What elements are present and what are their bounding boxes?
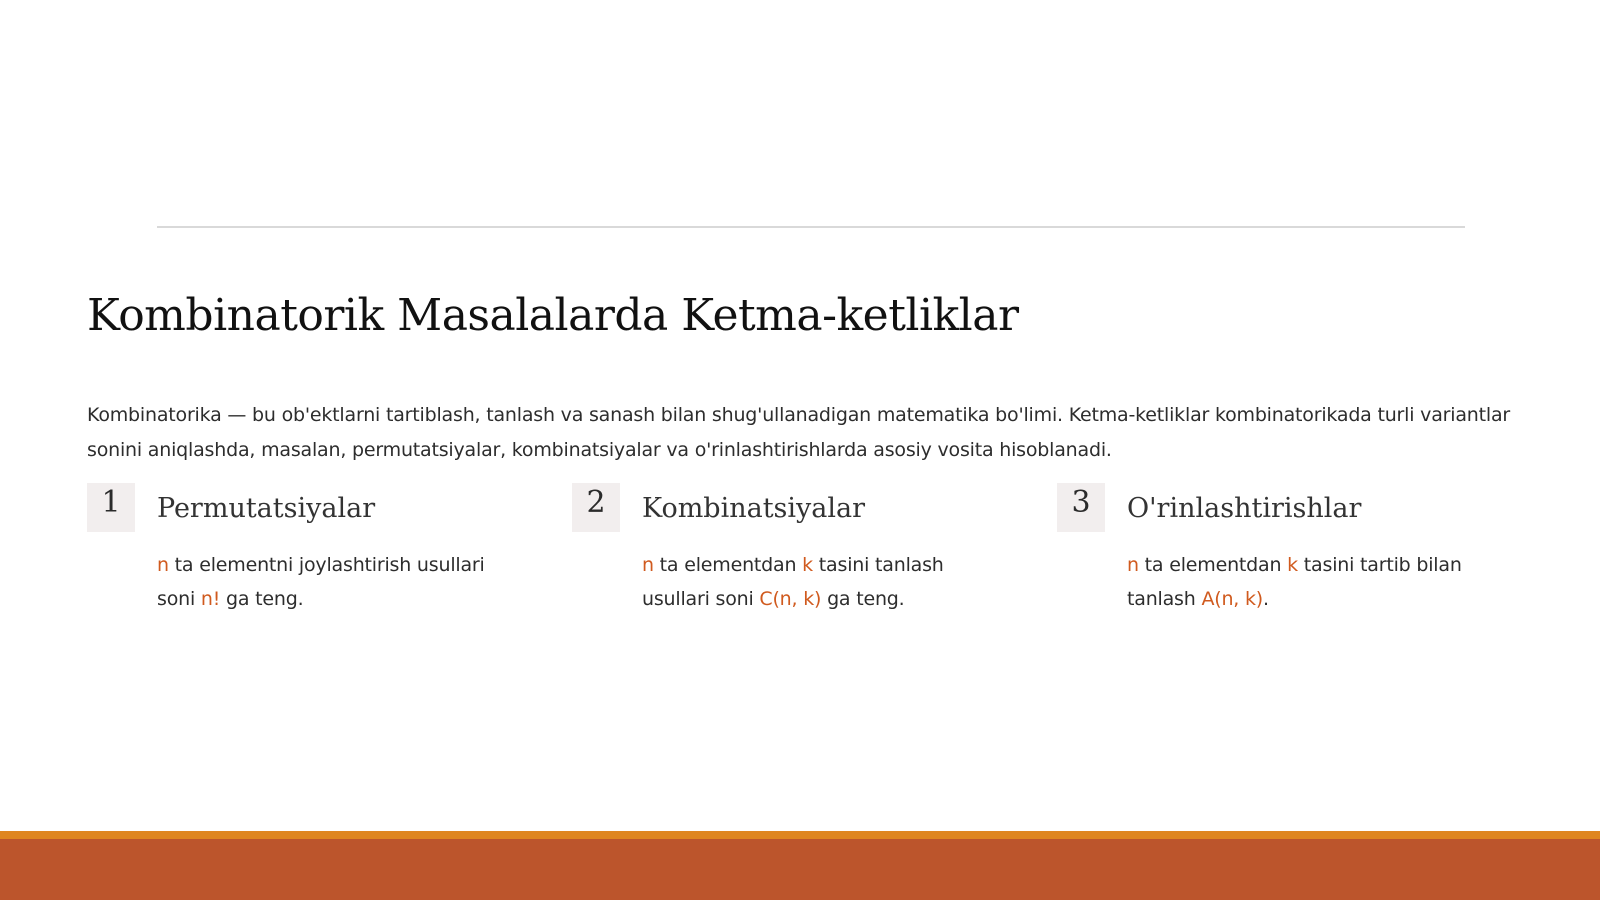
- bottom-accent-stripe: [0, 831, 1600, 839]
- top-divider: [157, 226, 1465, 228]
- card-number: 3: [1057, 483, 1105, 532]
- text-segment: ta elementni joylashtirish usullari soni: [157, 554, 485, 610]
- card-combinations: [572, 483, 1012, 623]
- card-arrangements: [1057, 483, 1497, 623]
- text-segment: ta elementdan: [1138, 554, 1288, 576]
- formula-arrangement: A(n, k): [1201, 588, 1263, 610]
- card-title: Kombinatsiyalar: [642, 493, 866, 524]
- card-title: O'rinlashtirishlar: [1127, 493, 1362, 524]
- formula-factorial: n!: [200, 588, 221, 610]
- variable-k: k: [802, 554, 813, 576]
- card-number: 2: [572, 483, 620, 532]
- slide-title: Kombinatorik Masalalarda Ketma-ketliklar: [87, 290, 1019, 341]
- card-permutations: [87, 483, 527, 623]
- text-segment: ta elementdan: [653, 554, 803, 576]
- text-segment: ga teng.: [220, 588, 304, 610]
- card-description: [642, 548, 1002, 616]
- card-description: [157, 548, 517, 616]
- variable-n: n: [1127, 554, 1139, 576]
- text-segment: tasini tanlash usullari soni: [642, 554, 944, 610]
- card-description: [1127, 548, 1487, 616]
- bottom-band: [0, 839, 1600, 900]
- variable-n: n: [642, 554, 654, 576]
- variable-k: k: [1287, 554, 1298, 576]
- text-segment: tasini tartib bilan tanlash: [1127, 554, 1462, 610]
- text-segment: .: [1262, 588, 1269, 610]
- intro-paragraph: Kombinatorika — bu ob'ektlarni tartiblash, tanlash va sanash bilan shug'ullanadigan matematika bo'limi. Ketma-ketliklar kombinatorikada turli variantlar sonini aniqlashda, masalan, permutatsiyalar, kombinatsiyalar va o'rinlashtirishlarda asosiy vosita hisoblanadi.: [87, 404, 1511, 461]
- variable-n: n: [157, 554, 169, 576]
- card-number: 1: [87, 483, 135, 532]
- text-segment: ga teng.: [821, 588, 905, 610]
- formula-combination: C(n, k): [759, 588, 822, 610]
- card-title: Permutatsiyalar: [157, 493, 376, 524]
